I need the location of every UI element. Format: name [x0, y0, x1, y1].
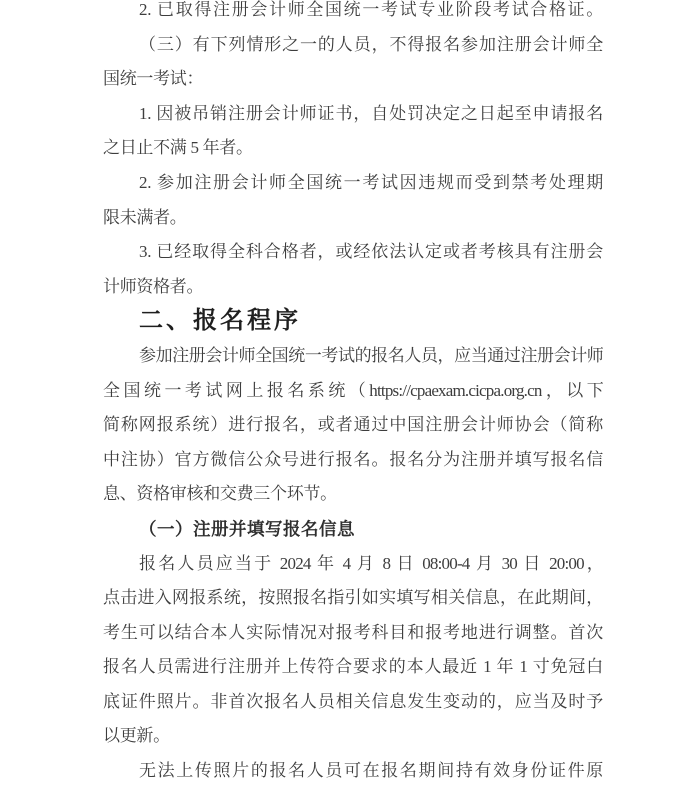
paragraph-line: 3. 已经取得全科合格者，或经依法认定或者考核具有注册会: [139, 242, 603, 262]
paragraph-line: （三）有下列情形之一的人员，不得报名参加注册会计师全: [139, 34, 603, 54]
paragraph-line: 考生可以结合本人实际情况对报考科目和报考地进行调整。首次: [103, 622, 603, 642]
document-body: [103, 0, 603, 789]
paragraph-line: 息、资格审核和交费三个环节。: [103, 484, 337, 504]
paragraph-line: 点击进入网报系统，按照报名指引如实填写相关信息，在此期间，: [103, 588, 603, 608]
paragraph-line: 限未满者。: [103, 207, 187, 227]
paragraph-line: 1. 因被吊销注册会计师证书，自处罚决定之日起至申请报名: [139, 103, 603, 123]
paragraph-line: 底证件照片。非首次报名人员相关信息发生变动的，应当及时予: [103, 691, 603, 711]
subsection-heading: （一）注册并填写报名信息: [139, 518, 355, 539]
paragraph-line: 简称网报系统）进行报名，或者通过中国注册会计师协会（简称: [103, 415, 603, 435]
paragraph-line: 计师资格者。: [103, 276, 204, 296]
paragraph-line: 2. 参加注册会计师全国统一考试因违规而受到禁考处理期: [139, 172, 603, 192]
paragraph-line: 中注协）官方微信公众号进行报名。报名分为注册并填写报名信: [103, 449, 603, 469]
paragraph-line: 之日止不满 5 年者。: [103, 138, 253, 158]
section-heading: 二、报名程序: [139, 307, 301, 335]
paragraph-line-url: 全国统一考试网上报名系统（https://cpaexam.cicpa.org.cn，以下: [103, 380, 603, 400]
paragraph-line: 以更新。: [103, 726, 170, 746]
paragraph-line: 参加注册会计师全国统一考试的报名人员，应当通过注册会计师: [139, 345, 603, 365]
paragraph-line: 国统一考试：: [103, 69, 204, 89]
paragraph-line: 报名人员应当于 2024 年 4 月 8 日 08:00-4 月 30 日 20:00，: [139, 553, 603, 573]
paragraph-line: 无法上传照片的报名人员可在报名期间持有效身份证件原: [139, 761, 603, 781]
paragraph-line: 报名人员需进行注册并上传符合要求的本人最近 1 年 1 寸免冠白: [103, 657, 603, 677]
paragraph-line: 2. 已取得注册会计师全国统一考试专业阶段考试合格证。: [139, 0, 603, 19]
